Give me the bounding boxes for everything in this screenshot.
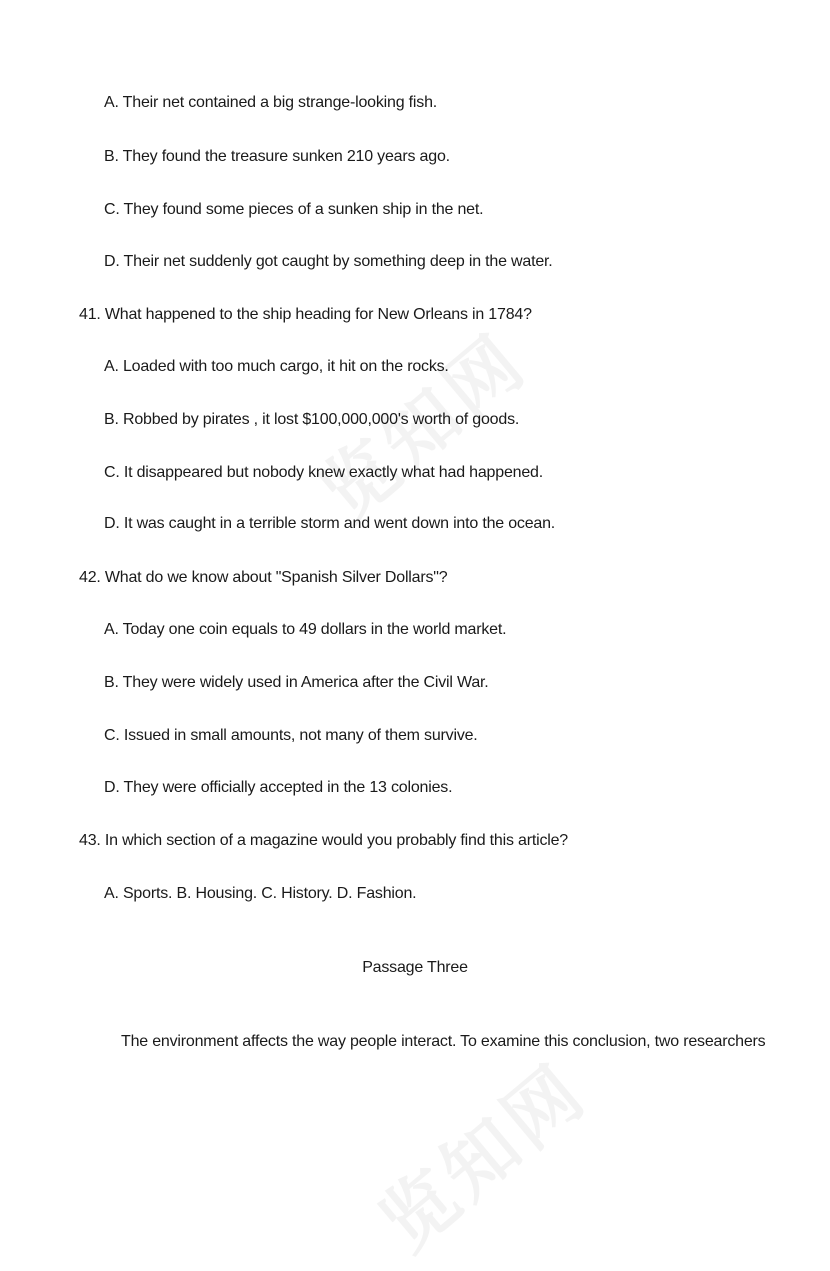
option-b: B. They found the treasure sunken 210 years ago. <box>104 148 450 165</box>
option-d: D. Their net suddenly got caught by something deep in the water. <box>104 253 553 270</box>
question-41-stem: 41. What happened to the ship heading for New Orleans in 1784? <box>79 306 532 323</box>
question-41-option-b: B. Robbed by pirates , it lost $100,000,000's worth of goods. <box>104 411 520 428</box>
passage-first-line: The environment affects the way people interact. To examine this conclusion, two researchers <box>121 1033 766 1050</box>
passage-heading: Passage Three <box>362 959 468 976</box>
watermark <box>354 1035 606 1270</box>
question-41-option-d: D. It was caught in a terrible storm and went down into the ocean. <box>104 515 556 532</box>
question-41-option-c: C. It disappeared but nobody knew exactly what had happened. <box>104 464 543 481</box>
question-42-option-d: D. They were officially accepted in the 13 colonies. <box>104 779 453 796</box>
question-42-stem: 42. What do we know about "Spanish Silver Dollars"? <box>79 569 448 586</box>
option-c: C. They found some pieces of a sunken ship in the net. <box>104 201 484 218</box>
option-a: A. Their net contained a big strange-looking fish. <box>104 94 438 111</box>
question-43-options: A. Sports. B. Housing. C. History. D. Fashion. <box>104 885 417 902</box>
question-41-option-a: A. Loaded with too much cargo, it hit on the rocks. <box>104 358 449 375</box>
question-43-stem: 43. In which section of a magazine would you probably find this article? <box>79 832 568 849</box>
question-42-option-a: A. Today one coin equals to 49 dollars in the world market. <box>104 621 507 638</box>
question-42-option-c: C. Issued in small amounts, not many of them survive. <box>104 727 478 744</box>
question-42-option-b: B. They were widely used in America after the Civil War. <box>104 674 489 691</box>
